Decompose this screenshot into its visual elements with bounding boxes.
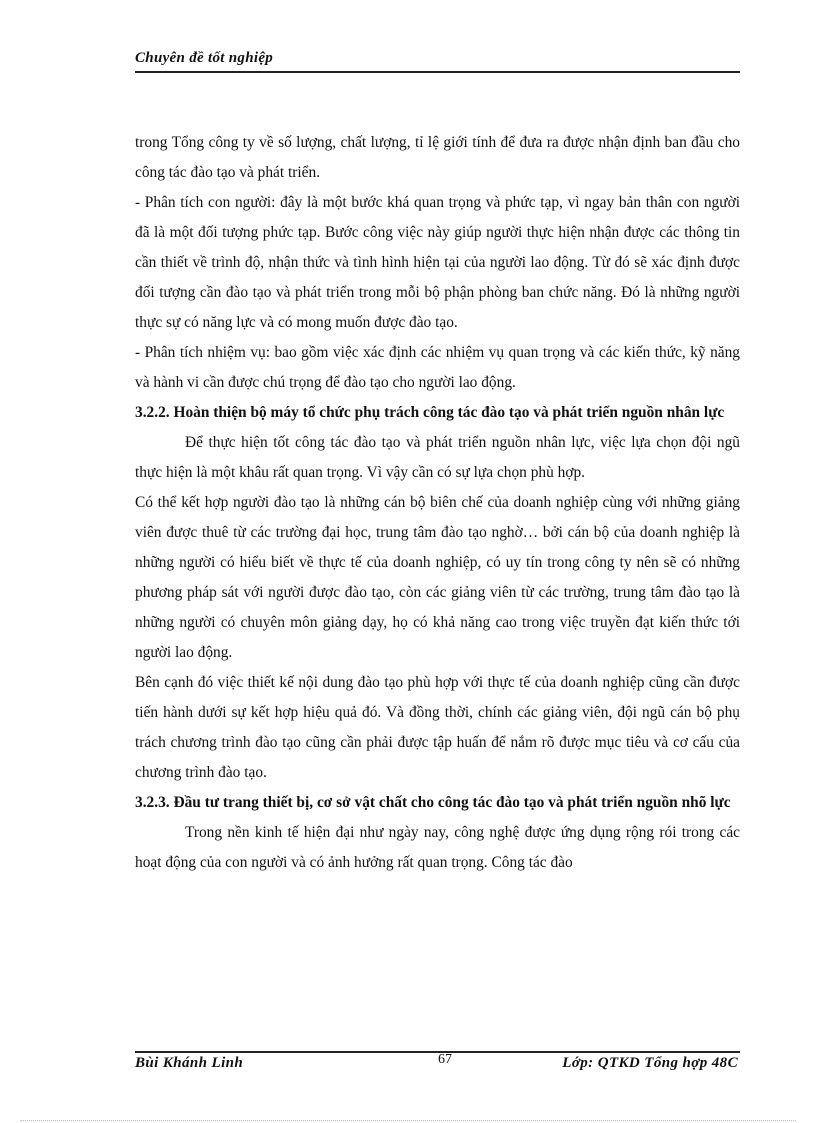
paragraph-technology: Trong nền kinh tế hiện đại như ngày nay, công nghệ được ứng dụng rộng rói trong các hoạt động của con người và có ảnh hưởng rất quan trọng. Công tác đào	[135, 824, 740, 871]
page-number: 67	[438, 1052, 452, 1067]
paragraph-continuation: trong Tổng công ty về số lượng, chất lượng, tỉ lệ giới tính để đưa ra được nhận định ban đầu cho công tác đào tạo và phát triển.	[135, 134, 740, 181]
footer-class-label: Lớp: QTKD Tổng hợp 48C	[562, 1055, 738, 1071]
paragraph-task-analysis: - Phân tích nhiệm vụ: bao gồm việc xác định các nhiệm vụ quan trọng và các kiến thức, kỹ năng và hành vi cần được chú trọng để đào tạo cho người lao động.	[135, 344, 740, 391]
paragraph-team-selection: Để thực hiện tốt công tác đào tạo và phát triển nguồn nhân lực, việc lựa chọn đội ngũ thực hiện là một khâu rất quan trọng. Vì vậy cần có sự lựa chọn phù hợp.	[135, 434, 740, 481]
section-heading-3-2-2: 3.2.2. Hoàn thiện bộ máy tổ chức phụ trách công tác đào tạo và phát triển nguồn nhân lực	[135, 404, 725, 421]
document-body	[135, 128, 740, 878]
paragraph-trainer-combination: Có thể kết hợp người đào tạo là những cán bộ biên chế của doanh nghiệp cùng với những giảng viên được thuê từ các trường đại học, trung tâm đào tạo nghờ… bởi cán bộ của doanh nghiệp là những người có hiểu biết về thực tế của doanh nghiệp, có uy tín trong công ty nên sẽ có những phương pháp sát với người được đào tạo, còn các giảng viên từ các trường, trung tâm đào tạo là những người có chuyên môn giảng dạy, họ có khả năng cao trong việc truyền đạt kiến thức tới người lao động.	[135, 494, 740, 661]
footer-author: Bùi Khánh Linh	[135, 1055, 244, 1071]
page-edge-divider	[20, 1120, 796, 1121]
header-title: Chuyên đề tốt nghiệp	[135, 50, 274, 66]
header-divider	[135, 71, 740, 73]
section-heading-3-2-3: 3.2.3. Đầu tư trang thiết bị, cơ sở vật chất cho công tác đào tạo và phát triển nguồn nhõ lực	[135, 794, 731, 811]
paragraph-content-design: Bên cạnh đó việc thiết kế nội dung đào tạo phù hợp với thực tế của doanh nghiệp cũng cần được tiến hành dưới sự kết hợp hiệu quả đó. Và đồng thời, chính các giảng viên, đội ngũ cán bộ phụ trách chương trình đào tạo cũng cần phải được tập huấn để nắm rõ được mục tiêu và cơ cấu của chương trình đào tạo.	[135, 674, 740, 781]
paragraph-people-analysis: - Phân tích con người: đây là một bước khá quan trọng và phức tạp, vì ngay bản thân con người đã là một đối tượng phức tạp. Bước công việc này giúp người thực hiện nhận được các thông tin cần thiết về trình độ, nhận thức và tình hình hiện tại của người lao động. Từ đó sẽ xác định được đối tượng cần đào tạo và phát triển trong mỗi bộ phận phòng ban chức năng. Đó là những người thực sự có năng lực và có mong muốn được đào tạo.	[135, 194, 740, 331]
